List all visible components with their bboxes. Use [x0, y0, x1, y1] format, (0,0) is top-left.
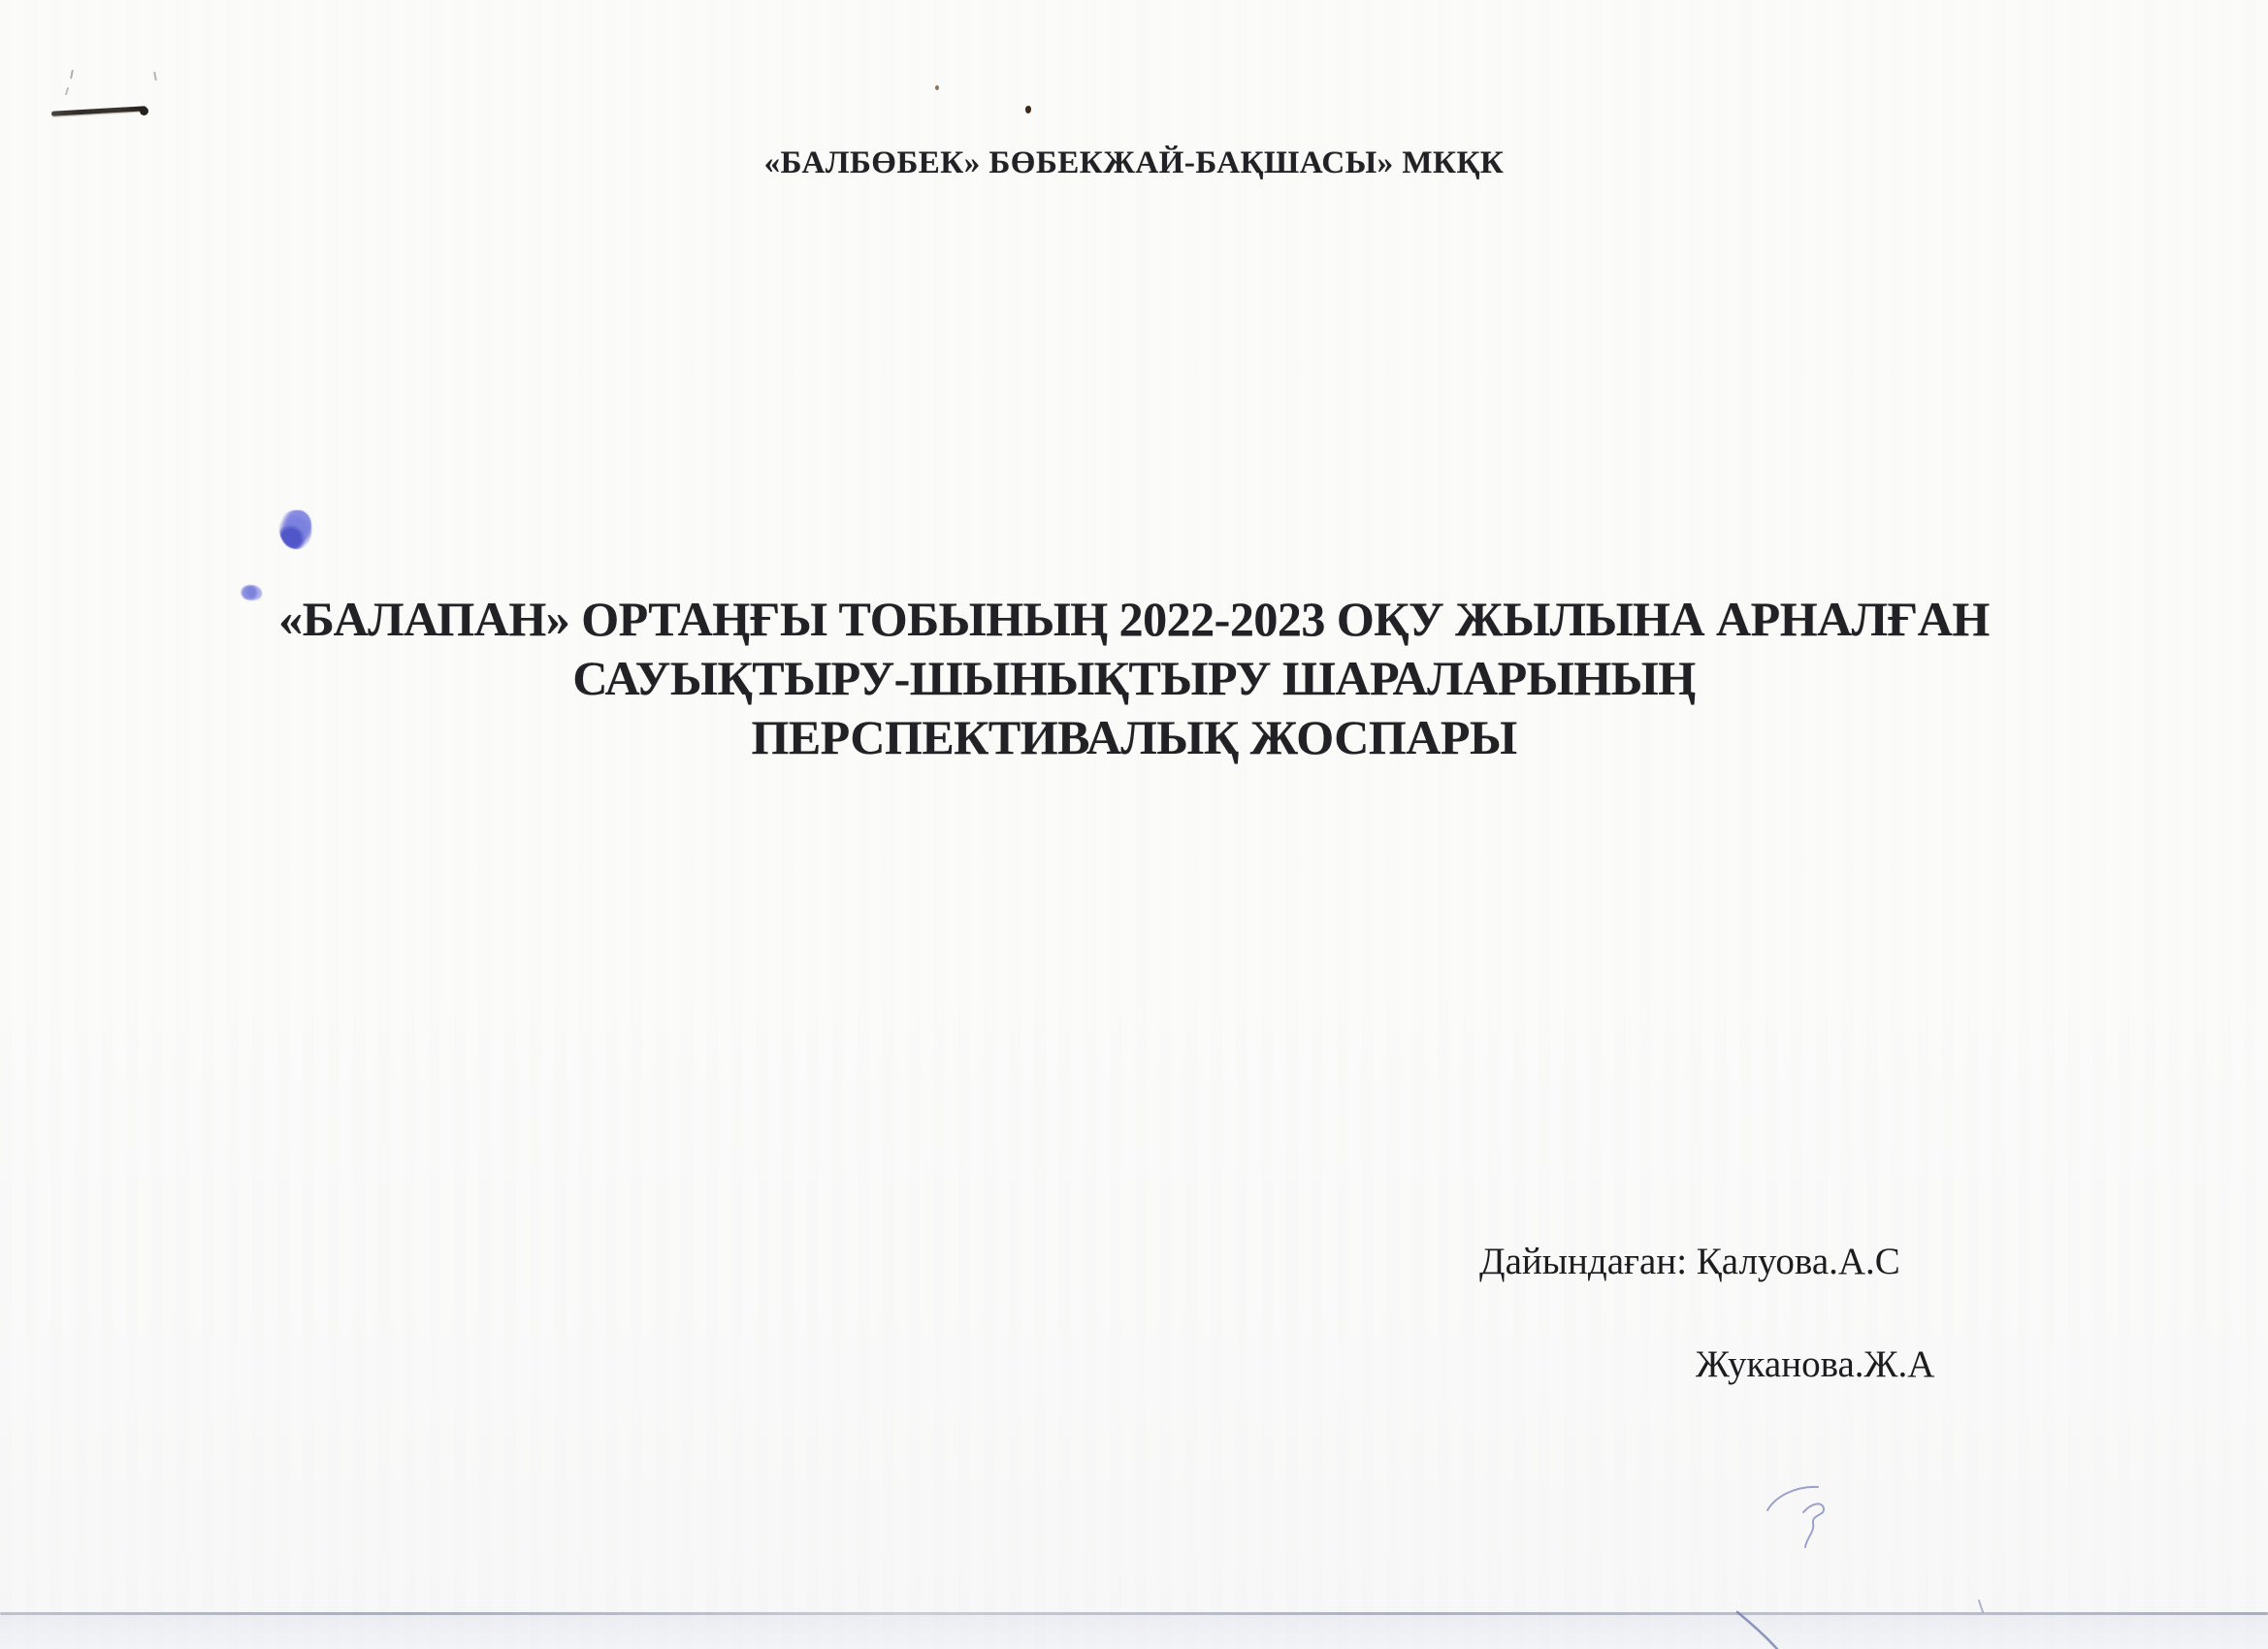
blue-ink-blot	[279, 510, 311, 549]
document-title-line-3: ПЕРСПЕКТИВАЛЫҚ ЖОСПАРЫ	[751, 710, 1517, 764]
ink-speck	[1025, 106, 1031, 113]
organization-header: «БАЛБӨБЕК» БӨБЕКЖАЙ-БАҚШАСЫ» МКҚК	[763, 146, 1505, 180]
prepared-by-line: Дайындаған: Қалуова.А.С	[1479, 1241, 1900, 1282]
pencil-streak-end-dot	[140, 107, 148, 115]
stray-pen-tick	[65, 87, 69, 95]
co-author-line: Жуканова.Ж.А	[1696, 1343, 1935, 1385]
pencil-streak-mark	[51, 106, 146, 115]
ink-speck	[935, 85, 939, 90]
document-title-line-1: «БАЛАПАН» ОРТАҢҒЫ ТОБЫНЫҢ 2022-2023 ОҚУ ЖЫЛЫНА АРНАЛҒАН	[278, 592, 1990, 646]
document-title-line-2: САУЫҚТЫРУ-ШЫНЫҚТЫРУ ШАРАЛАРЫНЫҢ	[572, 651, 1696, 705]
stray-pen-tick	[153, 72, 157, 81]
pen-squiggle-mark	[1649, 1436, 2134, 1649]
stray-pen-tick	[70, 70, 74, 79]
document-title	[0, 590, 2268, 767]
